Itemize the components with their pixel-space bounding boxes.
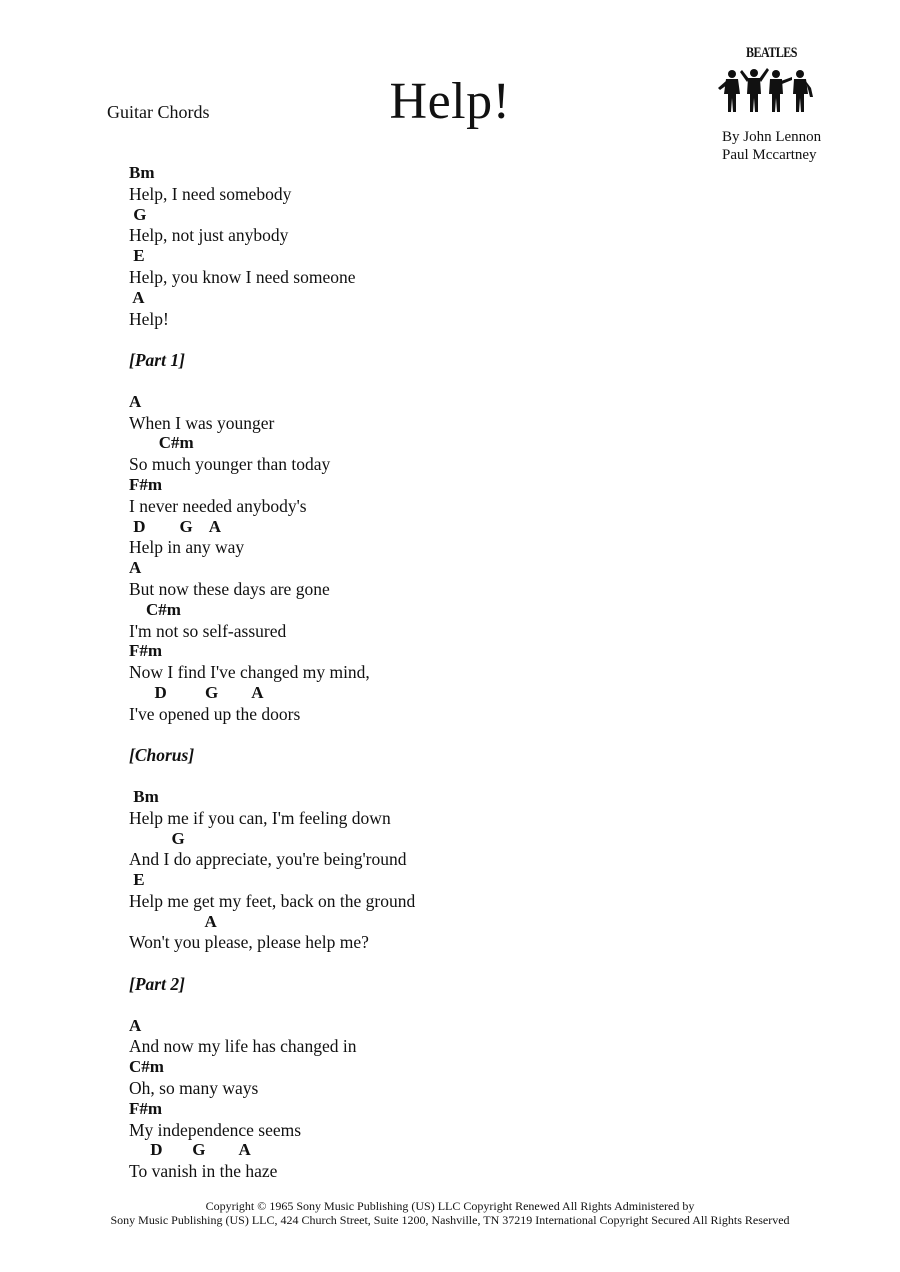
chord-line: D G A — [129, 682, 264, 702]
chord-line: A — [129, 911, 217, 931]
chord-line: C#m — [129, 1057, 164, 1077]
blank-line — [129, 766, 415, 787]
chord-line: A — [129, 287, 145, 307]
copyright-line-2: Sony Music Publishing (US) LLC, 424 Church Street, Suite 1200, Nashville, TN 37219 International Copyright Secured All Rights Reserved — [110, 1213, 790, 1227]
lyric-line: Now I find I've changed my mind, — [129, 662, 370, 683]
lyric-line: So much younger than today — [129, 454, 331, 475]
chord-line: A — [129, 558, 142, 578]
chord-line: G — [129, 828, 185, 848]
band-silhouettes-icon — [712, 64, 816, 114]
authors-block — [722, 128, 821, 164]
lyric-line: Help! — [129, 308, 169, 329]
beatles-logo-wordmark: BEATLES — [746, 44, 797, 61]
beatles-logo — [712, 44, 816, 116]
section-heading: [Part 2] — [129, 974, 185, 995]
lyric-line: I never needed anybody's — [129, 495, 307, 516]
lyric-line: Help, I need somebody — [129, 183, 292, 204]
lyric-line: I've opened up the doors — [129, 703, 301, 724]
lyric-line: But now these days are gone — [129, 578, 330, 599]
chord-line: Bm — [129, 786, 159, 806]
lyrics-block — [129, 163, 415, 1182]
author-line-2: Paul Mccartney — [722, 147, 817, 163]
chord-line: A — [129, 391, 142, 411]
lyric-line: Help me get my feet, back on the ground — [129, 890, 416, 911]
copyright-line-1: Copyright © 1965 Sony Music Publishing (US) LLC Copyright Renewed All Rights Administered by — [205, 1199, 695, 1213]
lyric-line: Help in any way — [129, 537, 245, 558]
blank-line — [129, 725, 415, 746]
blank-line — [129, 953, 415, 974]
lyric-line: My independence seems — [129, 1119, 302, 1140]
chord-line: C#m — [129, 433, 194, 453]
chord-line: G — [129, 204, 147, 224]
section-heading: [Part 1] — [129, 350, 185, 371]
section-heading: [Chorus] — [129, 745, 195, 766]
blank-line — [129, 329, 415, 350]
lyric-line: Won't you please, please help me? — [129, 932, 369, 953]
chord-line: D G A — [129, 1140, 251, 1160]
blank-line — [129, 995, 415, 1016]
chord-line: F#m — [129, 1098, 163, 1118]
author-line-1: By John Lennon — [722, 129, 822, 145]
chord-line: E — [129, 870, 145, 890]
lyric-line: When I was younger — [129, 412, 275, 433]
lyric-line: And I do appreciate, you're being'round — [129, 849, 407, 870]
song-title: Help! — [389, 73, 511, 130]
chord-line: F#m — [129, 641, 163, 661]
lyric-line: Help, not just anybody — [129, 225, 289, 246]
chord-line: C#m — [129, 599, 181, 619]
lyric-line: I'm not so self-assured — [129, 620, 287, 641]
lyric-line: Help me if you can, I'm feeling down — [129, 807, 391, 828]
blank-line — [129, 371, 415, 392]
lyric-line: And now my life has changed in — [129, 1036, 357, 1057]
chord-line: F#m — [129, 474, 163, 494]
lyric-line: Oh, so many ways — [129, 1078, 259, 1099]
chord-line: D G A — [129, 516, 222, 536]
chord-line: Bm — [129, 163, 155, 182]
chord-line: A — [129, 1015, 142, 1035]
copyright-notice — [0, 1199, 900, 1227]
subtitle-guitar-chords: Guitar Chords — [107, 102, 210, 122]
chord-line: E — [129, 246, 145, 266]
lyric-line: Help, you know I need someone — [129, 266, 356, 287]
lyric-line: To vanish in the haze — [129, 1161, 278, 1182]
